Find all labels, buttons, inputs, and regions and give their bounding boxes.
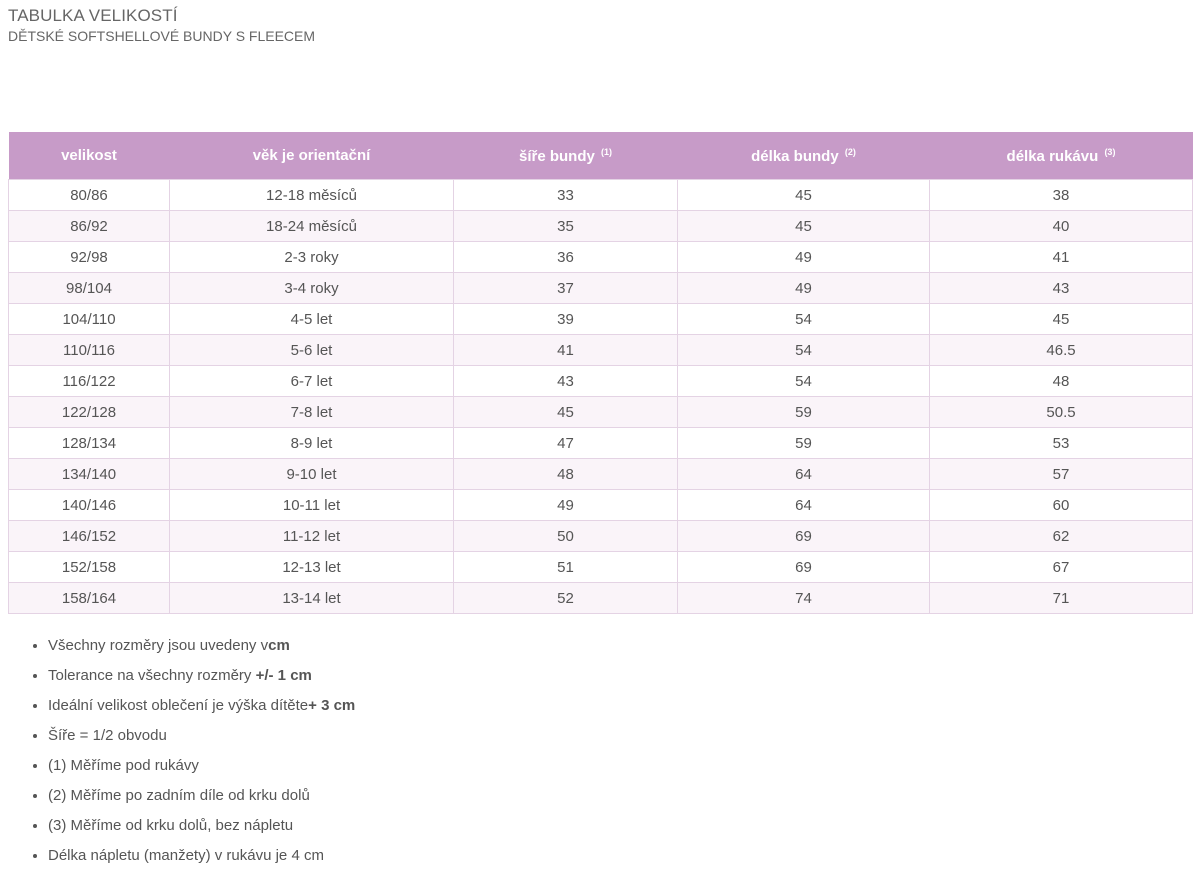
- note-item: [48, 785, 378, 807]
- table-row: [9, 335, 1193, 366]
- sleeve-length-cell: 57: [930, 459, 1193, 490]
- sleeve-length-cell: 50.5: [930, 397, 1193, 428]
- age-cell: 5-6 let: [170, 335, 454, 366]
- table-row: [9, 490, 1193, 521]
- age-cell: 2-3 roky: [170, 242, 454, 273]
- column-header-sleeve-length: délka rukávu $^{(3)}$: [930, 132, 1193, 180]
- note-item: [48, 815, 378, 837]
- page-title: TABULKA VELIKOSTÍ: [8, 6, 178, 25]
- footnote-marker: (3): [1104, 146, 1116, 157]
- jacket-length-cell: 45: [678, 211, 930, 242]
- note-text: Všechny rozměry jsou uvedeny v: [48, 637, 269, 654]
- column-header-age: věk je orientační: [170, 132, 454, 180]
- jacket-length-cell: 69: [678, 552, 930, 583]
- table-row: [9, 397, 1193, 428]
- table-row: [9, 180, 1193, 211]
- note-text: (1) Měříme pod rukávy: [48, 757, 199, 774]
- size-cell: 152/158: [9, 552, 170, 583]
- note-text: Délka nápletu (manžety) v rukávu je 4 cm: [48, 847, 324, 864]
- table-row: [9, 242, 1193, 273]
- table-row: [9, 583, 1193, 614]
- table-row: [9, 459, 1193, 490]
- sleeve-length-cell: 46.5: [930, 335, 1193, 366]
- age-cell: 13-14 let: [170, 583, 454, 614]
- age-cell: 7-8 let: [170, 397, 454, 428]
- sleeve-length-cell: 43: [930, 273, 1193, 304]
- sleeve-length-cell: 41: [930, 242, 1193, 273]
- jacket-width-cell: 43: [454, 366, 678, 397]
- size-cell: 92/98: [9, 242, 170, 273]
- size-cell: 122/128: [9, 397, 170, 428]
- jacket-length-cell: 59: [678, 397, 930, 428]
- age-cell: 11-12 let: [170, 521, 454, 552]
- size-cell: 104/110: [9, 304, 170, 335]
- note-text: (2) Měříme po zadním díle od krku dolů: [48, 787, 310, 804]
- size-cell: 134/140: [9, 459, 170, 490]
- age-cell: 18-24 měsíců: [170, 211, 454, 242]
- footnote-marker: (1): [601, 146, 613, 157]
- jacket-width-cell: 37: [454, 273, 678, 304]
- sleeve-length-cell: 62: [930, 521, 1193, 552]
- table-row: [9, 211, 1193, 242]
- age-cell: 6-7 let: [170, 366, 454, 397]
- note-item: [48, 695, 378, 717]
- jacket-width-cell: 33: [454, 180, 678, 211]
- note-text: (3) Měříme od krku dolů, bez nápletu: [48, 817, 294, 834]
- sleeve-length-cell: 53: [930, 428, 1193, 459]
- jacket-length-cell: 59: [678, 428, 930, 459]
- size-cell: 80/86: [9, 180, 170, 211]
- age-cell: 12-13 let: [170, 552, 454, 583]
- notes-list: [28, 635, 378, 875]
- age-cell: 9-10 let: [170, 459, 454, 490]
- table-row: [9, 428, 1193, 459]
- sleeve-length-cell: 48: [930, 366, 1193, 397]
- table-row: [9, 366, 1193, 397]
- size-cell: 140/146: [9, 490, 170, 521]
- jacket-width-cell: 52: [454, 583, 678, 614]
- table-body: [9, 180, 1193, 614]
- jacket-width-cell: 50: [454, 521, 678, 552]
- jacket-length-cell: 45: [678, 180, 930, 211]
- age-cell: 10-11 let: [170, 490, 454, 521]
- jacket-length-cell: 74: [678, 583, 930, 614]
- footnote-marker: (2): [844, 146, 856, 157]
- sleeve-length-cell: 67: [930, 552, 1193, 583]
- sleeve-length-cell: 60: [930, 490, 1193, 521]
- table-row: [9, 521, 1193, 552]
- jacket-length-cell: 54: [678, 335, 930, 366]
- jacket-length-cell: 54: [678, 304, 930, 335]
- note-text: Tolerance na všechny rozměry: [48, 667, 256, 684]
- note-item: [48, 755, 378, 777]
- size-cell: 146/152: [9, 521, 170, 552]
- jacket-width-cell: 36: [454, 242, 678, 273]
- size-cell: 128/134: [9, 428, 170, 459]
- sleeve-length-cell: 38: [930, 180, 1193, 211]
- jacket-length-cell: 49: [678, 273, 930, 304]
- jacket-width-cell: 41: [454, 335, 678, 366]
- column-header-jacket-length: délka bundy $^{(2)}$: [678, 132, 930, 180]
- note-emphasis: +/- 1 cm: [255, 667, 312, 684]
- size-chart-table: [8, 132, 1193, 614]
- size-cell: 116/122: [9, 366, 170, 397]
- jacket-length-cell: 69: [678, 521, 930, 552]
- jacket-width-cell: 48: [454, 459, 678, 490]
- jacket-width-cell: 47: [454, 428, 678, 459]
- sleeve-length-cell: 45: [930, 304, 1193, 335]
- note-item: [48, 725, 378, 747]
- age-cell: 4-5 let: [170, 304, 454, 335]
- size-cell: 98/104: [9, 273, 170, 304]
- note-emphasis: cm: [268, 637, 290, 654]
- column-header-jacket-width: šíře bundy $^{(1)}$: [454, 132, 678, 180]
- jacket-length-cell: 64: [678, 459, 930, 490]
- age-cell: 8-9 let: [170, 428, 454, 459]
- note-item: [48, 635, 378, 657]
- note-item: [48, 845, 378, 867]
- sleeve-length-cell: 71: [930, 583, 1193, 614]
- note-item: [48, 665, 378, 687]
- table-row: [9, 304, 1193, 335]
- page-subtitle: DĚTSKÉ SOFTSHELLOVÉ BUNDY S FLEECEM: [8, 28, 316, 44]
- note-emphasis: + 3 cm: [308, 697, 356, 714]
- column-header-size: velikost: [9, 132, 170, 180]
- jacket-width-cell: 45: [454, 397, 678, 428]
- jacket-width-cell: 35: [454, 211, 678, 242]
- age-cell: 12-18 měsíců: [170, 180, 454, 211]
- size-cell: 110/116: [9, 335, 170, 366]
- table-header-row: [9, 132, 1193, 180]
- note-text: Ideální velikost oblečení je výška dítěte: [48, 697, 309, 714]
- note-text: Šíře = 1/2 obvodu: [48, 727, 167, 744]
- jacket-length-cell: 49: [678, 242, 930, 273]
- jacket-length-cell: 64: [678, 490, 930, 521]
- jacket-width-cell: 49: [454, 490, 678, 521]
- size-cell: 86/92: [9, 211, 170, 242]
- jacket-width-cell: 39: [454, 304, 678, 335]
- table-row: [9, 552, 1193, 583]
- size-cell: 158/164: [9, 583, 170, 614]
- table-row: [9, 273, 1193, 304]
- age-cell: 3-4 roky: [170, 273, 454, 304]
- sleeve-length-cell: 40: [930, 211, 1193, 242]
- jacket-width-cell: 51: [454, 552, 678, 583]
- jacket-length-cell: 54: [678, 366, 930, 397]
